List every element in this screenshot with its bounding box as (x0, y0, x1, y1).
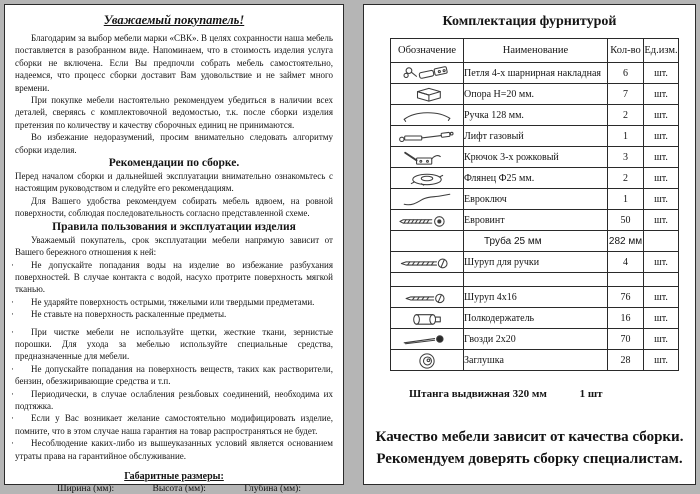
item-unit: шт. (644, 308, 679, 329)
item-unit: шт. (644, 84, 679, 105)
item-name: Полкодержатель (464, 308, 608, 329)
item-name: Евровинт (464, 210, 608, 231)
extra-item-line (409, 388, 603, 400)
cap-icon (391, 350, 464, 371)
usage-rule-item: · Несоблюдение каких-либо из вышеуказанных условий является основанием утраты права на гарантийное обслуживание. (15, 437, 333, 462)
column-header: Обозначение (391, 39, 464, 63)
item-qty: 50 (608, 210, 644, 231)
usage-rule-item: · Не допускайте попадания воды на изделие во избежание разбухания поверхностей. В случае контакта с водой, насухо протрите поверхность мягкой тканью. (15, 259, 333, 296)
item-name: Крючок 3-х рожковый (464, 147, 608, 168)
table-row (391, 84, 679, 105)
item-unit: шт. (644, 329, 679, 350)
intro-paragraph: Во избежание недоразумений, просим внимательно следовать алгоритму сборки изделия. (15, 132, 333, 155)
hardware-page (363, 4, 696, 485)
shelf-pin-icon (391, 308, 464, 329)
usage-rule-item: · Не допускайте попадания на поверхность веществ, таких как растворители, бензин, обезжиривающие средства и т.п. (15, 363, 333, 388)
flange-icon (391, 168, 464, 189)
hardware-title: Комплектация фурнитурой (442, 14, 617, 29)
item-qty: 16 (608, 308, 644, 329)
table-row (391, 189, 679, 210)
table-row (391, 63, 679, 84)
item-unit: шт. (644, 63, 679, 84)
item-name: Евроключ (464, 189, 608, 210)
table-row (391, 350, 679, 371)
quality-footer-line: Рекомендуем доверять сборку специалистам. (376, 451, 683, 467)
table-row (391, 126, 679, 147)
usage-rule-item: · Не ставьте на поверхность раскаленные предметы. (15, 308, 333, 320)
item-name: Заглушка (464, 350, 608, 371)
item-unit: шт. (644, 210, 679, 231)
table-row (391, 287, 679, 308)
item-qty: 70 (608, 329, 644, 350)
hook-icon (391, 147, 464, 168)
section-title-assembly: Рекомендации по сборке. (108, 157, 240, 170)
table-row (391, 231, 679, 252)
item-qty: 7 (608, 84, 644, 105)
intro-paragraph: При покупке мебели настоятельно рекомендуем убедиться в наличии всех деталей, сверяясь с комплектовочной ведомостью, т.к. после сборки изделия претензия по количеству и качеству сборочных единиц не принимаются. (15, 95, 333, 130)
hinge-icon (391, 63, 464, 84)
dimensions-row (15, 482, 333, 494)
usage-rules-list (15, 259, 333, 463)
assembly-paragraph: Для Вашего удобства рекомендуем собирать мебель вдвоем, на ровной поверхности, соблюдая последовательность согласно представленной схеме. (15, 195, 333, 219)
item-name: Лифт газовый (464, 126, 608, 147)
hardware-table (390, 38, 679, 371)
item-qty: 76 (608, 287, 644, 308)
item-unit: шт. (644, 147, 679, 168)
hex-key-icon (391, 189, 464, 210)
table-row (391, 147, 679, 168)
handle-screw-icon (391, 252, 464, 273)
item-unit: шт. (644, 168, 679, 189)
table-row (391, 105, 679, 126)
nail-icon (391, 329, 464, 350)
dimensions-title: Габаритные размеры: (124, 471, 224, 482)
dimension-label: Глубина (мм): (244, 484, 301, 494)
usage-intro: Уважаемый покупатель, срок эксплуатации мебели напрямую зависит от Вашего бережного отношения к ней: (15, 234, 333, 258)
empty-table-row (391, 273, 679, 287)
item-name: Ручка 128 мм. (464, 105, 608, 126)
column-header: Ед.изм. (644, 39, 679, 63)
item-qty: 6 (608, 63, 644, 84)
column-header: Наименование (464, 39, 608, 63)
no-icon (391, 231, 464, 252)
item-unit: шт. (644, 126, 679, 147)
item-name: Шуруп для ручки (464, 252, 608, 273)
item-unit (644, 231, 679, 252)
item-unit: шт. (644, 105, 679, 126)
table-row (391, 329, 679, 350)
table-header-row (391, 39, 679, 63)
table-row (391, 308, 679, 329)
item-qty: 2 (608, 105, 644, 126)
item-qty: 2 (608, 168, 644, 189)
item-qty: 282 мм (608, 231, 644, 252)
extra-item-qty: 1 шт (579, 388, 603, 400)
item-qty: 4 (608, 252, 644, 273)
table-row (391, 168, 679, 189)
item-unit (644, 273, 679, 287)
item-qty (608, 273, 644, 287)
instruction-page (4, 4, 344, 494)
quality-footer-line: Качество мебели зависит от качества сборки. (375, 429, 684, 445)
item-name: Флянец Ф25 мм. (464, 168, 608, 189)
item-name: Шуруп 4x16 (464, 287, 608, 308)
support-icon (391, 84, 464, 105)
usage-rule-item: · Периодически, в случае ослабления резьбовых соединений, необходима их подтяжка. (15, 388, 333, 413)
item-name: Петля 4-х шарнирная накладная (464, 63, 608, 84)
usage-rule-item: · Не ударяйте поверхность острыми, тяжелыми или твердыми предметами. (15, 296, 333, 308)
item-qty: 28 (608, 350, 644, 371)
item-unit: шт. (644, 189, 679, 210)
table-row (391, 252, 679, 273)
gas-lift-icon (391, 126, 464, 147)
item-unit: шт. (644, 252, 679, 273)
no-icon (391, 273, 464, 287)
section-title-usage: Правила пользования и эксплуатации изделия (52, 220, 296, 233)
usage-rule-item: · При чистке мебели не используйте щетки, жесткие ткани, зернистые порошки. Для ухода за мебелью используйте специальные средства, предназначенные для мебели. (15, 326, 333, 363)
dimension-label: Ширина (мм): (57, 484, 115, 494)
page-title: Уважаемый покупатель! (103, 13, 245, 27)
handle-icon (391, 105, 464, 126)
assembly-paragraph: Перед началом сборки и дальнейшей эксплуатации внимательно ознакомьтесь с настоящим руководством и следуйте его рекомендациям. (15, 171, 333, 194)
item-unit: шт. (644, 350, 679, 371)
item-qty: 1 (608, 126, 644, 147)
item-qty: 3 (608, 147, 644, 168)
intro-paragraph: Благодарим за выбор мебели марки «СВК». В целях сохранности наша мебель поставляется в разобранном виде. Напоминаем, что в стоимость изделия услуга сборки не включена. Если Вы предпочли собрать мебель самостоятельно, надеемся, что процесс сборки доставит Вам удовольствие и не займет много времени. (15, 33, 333, 93)
wood-screw-icon (391, 287, 464, 308)
confirmat-screw-icon (391, 210, 464, 231)
quality-footer (364, 426, 695, 470)
item-name: Труба 25 мм (464, 231, 608, 252)
usage-rule-item: · Если у Вас возникает желание самостоятельно модифицировать изделие, помните, что в этом случае наша гарантия на товар распространяться не будет. (15, 412, 333, 437)
item-qty: 1 (608, 189, 644, 210)
column-header: Кол-во (608, 39, 644, 63)
table-row (391, 210, 679, 231)
hardware-table-body (391, 63, 679, 371)
item-name (464, 273, 608, 287)
extra-item-label: Штанга выдвижная 320 мм (409, 388, 547, 400)
dimension-label: Высота (мм): (152, 484, 206, 494)
item-unit: шт. (644, 287, 679, 308)
item-name: Опора Н=20 мм. (464, 84, 608, 105)
item-name: Гвозди 2x20 (464, 329, 608, 350)
